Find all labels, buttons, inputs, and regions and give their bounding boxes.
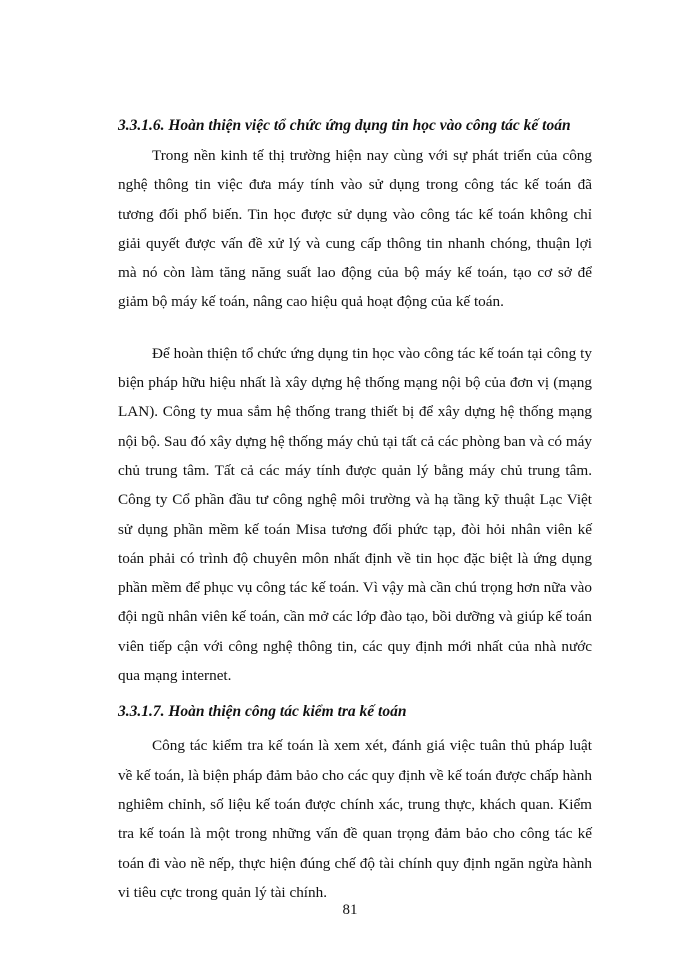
paragraph-kiem-tra-ke-toan: Công tác kiểm tra kế toán là xem xét, đánh giá việc tuân thủ pháp luật về kế toán, là biện pháp đảm bảo cho các quy định về kế toán được chấp hành nghiêm chỉnh, số liệu kế toán được chính xác, trung thực, khách quan. Kiểm tra kế toán là một trong những vấn đề quan trọng đảm bảo cho công tác kế toán đi vào nề nếp, thực hiện đúng chế độ tài chính quy định ngăn ngừa hành vi tiêu cực trong quản lý tài chính. <box>118 737 592 901</box>
paragraph-tin-hoc-intro: Trong nền kinh tế thị trường hiện nay cùng với sự phát triển của công nghệ thông tin việc đưa máy tính vào sử dụng trong công tác kế toán đã tương đối phổ biến. Tin học được sử dụng vào công tác kế toán không chỉ giải quyết được vấn đề xử lý và cung cấp thông tin nhanh chóng, thuận lợi mà nó còn làm tăng năng suất lao động của bộ máy kế toán, tạo cơ sở để giảm bộ máy kế toán, nâng cao hiệu quả hoạt động của kế toán. <box>118 147 592 311</box>
spacer <box>118 690 592 698</box>
spacer <box>118 317 592 339</box>
page-number: 81 <box>342 902 358 918</box>
section-heading-3-3-1-6: 3.3.1.6. Hoàn thiện việc tổ chức ứng dụng tin học vào công tác kế toán <box>118 117 571 134</box>
paragraph-tin-hoc-details: Để hoàn thiện tổ chức ứng dụng tin học vào công tác kế toán tại công ty biện pháp hữu hiệu nhất là xây dựng hệ thống mạng nội bộ của đơn vị (mạng LAN). Công ty mua sắm hệ thống trang thiết bị để xây dựng hệ thống mạng nội bộ. Sau đó xây dựng hệ thống máy chủ tại tất cả các phòng ban và có máy chủ trung tâm. Tất cả các máy tính được quản lý bằng máy chủ trung tâm. Công ty Cổ phần đầu tư công nghệ môi trường và hạ tầng kỹ thuật Lạc Việt sử dụng phần mềm kế toán Misa tương đối phức tạp, đòi hỏi nhân viên kế toán phải có trình độ chuyên môn nhất định về tin học đặc biệt là ứng dụng phần mềm để phục vụ công tác kế toán. Vì vậy mà cần chú trọng hơn nữa vào đội ngũ nhân viên kế toán, cần mở các lớp đào tạo, bồi dưỡng và giúp kế toán viên tiếp cận với công nghệ thông tin, các quy định mới nhất của nhà nước qua mạng internet. <box>118 344 592 685</box>
page-content <box>118 112 592 907</box>
section-heading-3-3-1-7: 3.3.1.7. Hoàn thiện công tác kiểm tra kế toán <box>118 703 407 721</box>
